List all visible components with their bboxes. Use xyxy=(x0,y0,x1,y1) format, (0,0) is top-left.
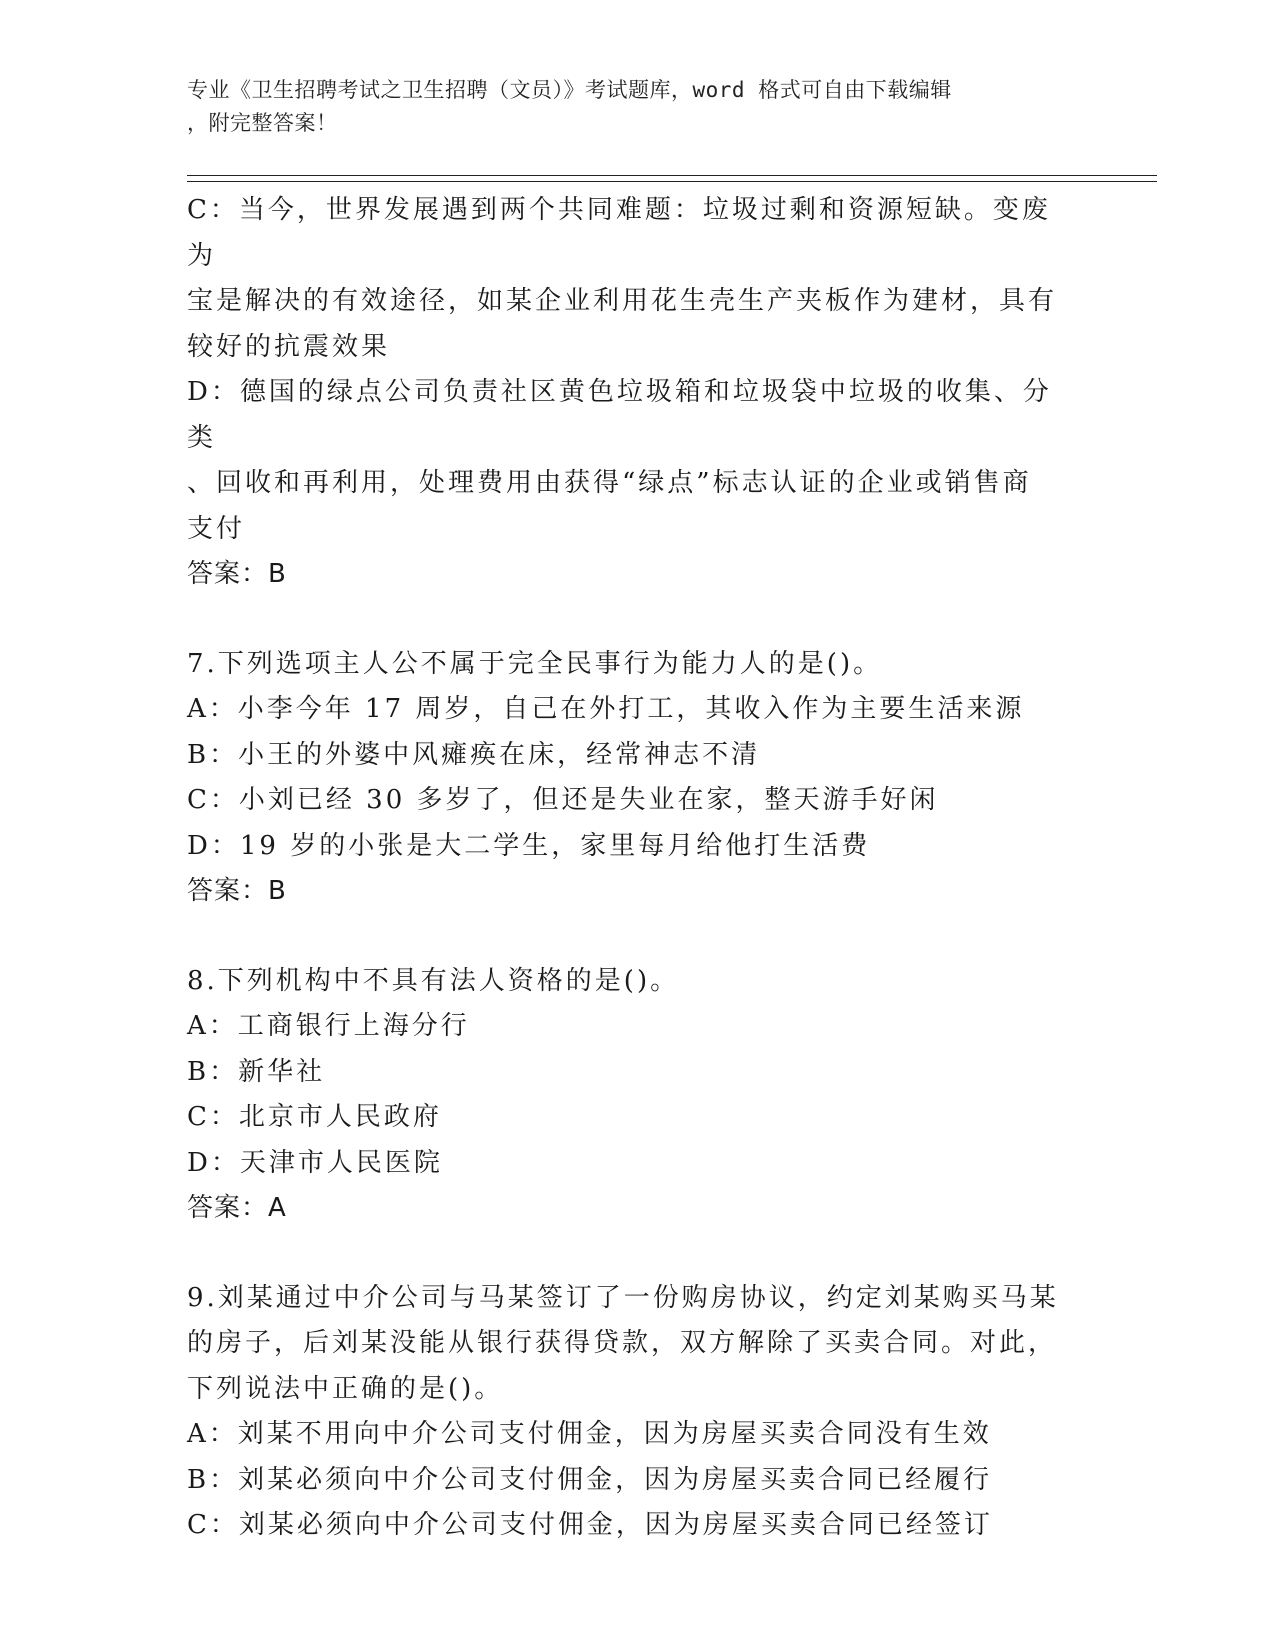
document-header xyxy=(187,74,1057,140)
question-9-option-b: B：刘某必须向中介公司支付佣金，因为房屋买卖合同已经履行 xyxy=(187,1464,993,1495)
question-8-option-d: D：天津市人民医院 xyxy=(187,1147,443,1178)
question-6-option-d xyxy=(187,370,1067,552)
question-8-option-c: C：北京市人民政府 xyxy=(187,1102,442,1132)
option-line: 较好的抗震效果 xyxy=(187,331,391,362)
question-line: 的房子，后刘某没能从银行获得贷款，双方解除了买卖合同。对此， xyxy=(187,1328,1058,1358)
question-9-option-a: A：刘某不用向中介公司支付佣金，因为房屋买卖合同没有生效 xyxy=(187,1419,992,1449)
question-7-text: 7.下列选项主人公不属于完全民事行为能力人的是()。 xyxy=(187,648,883,679)
question-8-option-b: B：新华社 xyxy=(187,1056,326,1087)
question-8-answer: 答案：A xyxy=(187,1193,287,1223)
question-content xyxy=(187,188,1067,1549)
option-line: 宝是解决的有效途径，如某企业利用花生壳生产夹板作为建材，具有 xyxy=(187,286,1058,316)
question-7-option-c: C：小刘已经 30 多岁了，但还是失业在家，整天游手好闲 xyxy=(187,785,939,815)
question-9-text xyxy=(187,1276,1067,1413)
header-line-2: ，附完整答案！ xyxy=(187,111,338,135)
question-line: 下列说法中正确的是()。 xyxy=(187,1373,504,1404)
header-line-1: 专业《卫生招聘考试之卫生招聘（文员）》考试题库，word 格式可自由下载编辑 xyxy=(187,78,952,102)
header-divider-top xyxy=(187,175,1157,176)
question-7-option-d: D：19 岁的小张是大二学生，家里每月给他打生活费 xyxy=(187,830,871,861)
option-line: 支付 xyxy=(187,513,246,544)
option-line: 、回收和再利用，处理费用由获得“绿点”标志认证的企业或销售商 xyxy=(187,468,1032,498)
question-7-option-a: A：小李今年 17 周岁，自己在外打工，其收入作为主要生活来源 xyxy=(187,694,1025,724)
question-7-answer: 答案：B xyxy=(187,876,287,906)
question-7-option-b: B：小王的外婆中风瘫痪在床，经常神志不清 xyxy=(187,739,761,770)
question-6-answer: 答案：B xyxy=(187,559,287,589)
question-line: 9.刘某通过中介公司与马某签订了一份购房协议，约定刘某购买马某 xyxy=(187,1282,1059,1313)
question-8-option-a: A：工商银行上海分行 xyxy=(187,1011,470,1041)
option-line: D：德国的绿点公司负责社区黄色垃圾箱和垃圾袋中垃圾的收集、分类 xyxy=(187,377,1052,453)
question-6-option-c xyxy=(187,188,1067,370)
option-line: C：当今，世界发展遇到两个共同难题：垃圾过剩和资源短缺。变废为 xyxy=(187,195,1051,271)
question-9-option-c: C：刘某必须向中介公司支付佣金，因为房屋买卖合同已经签订 xyxy=(187,1510,993,1540)
question-8-text: 8.下列机构中不具有法人资格的是()。 xyxy=(187,965,680,996)
header-divider-bottom xyxy=(187,181,1157,182)
